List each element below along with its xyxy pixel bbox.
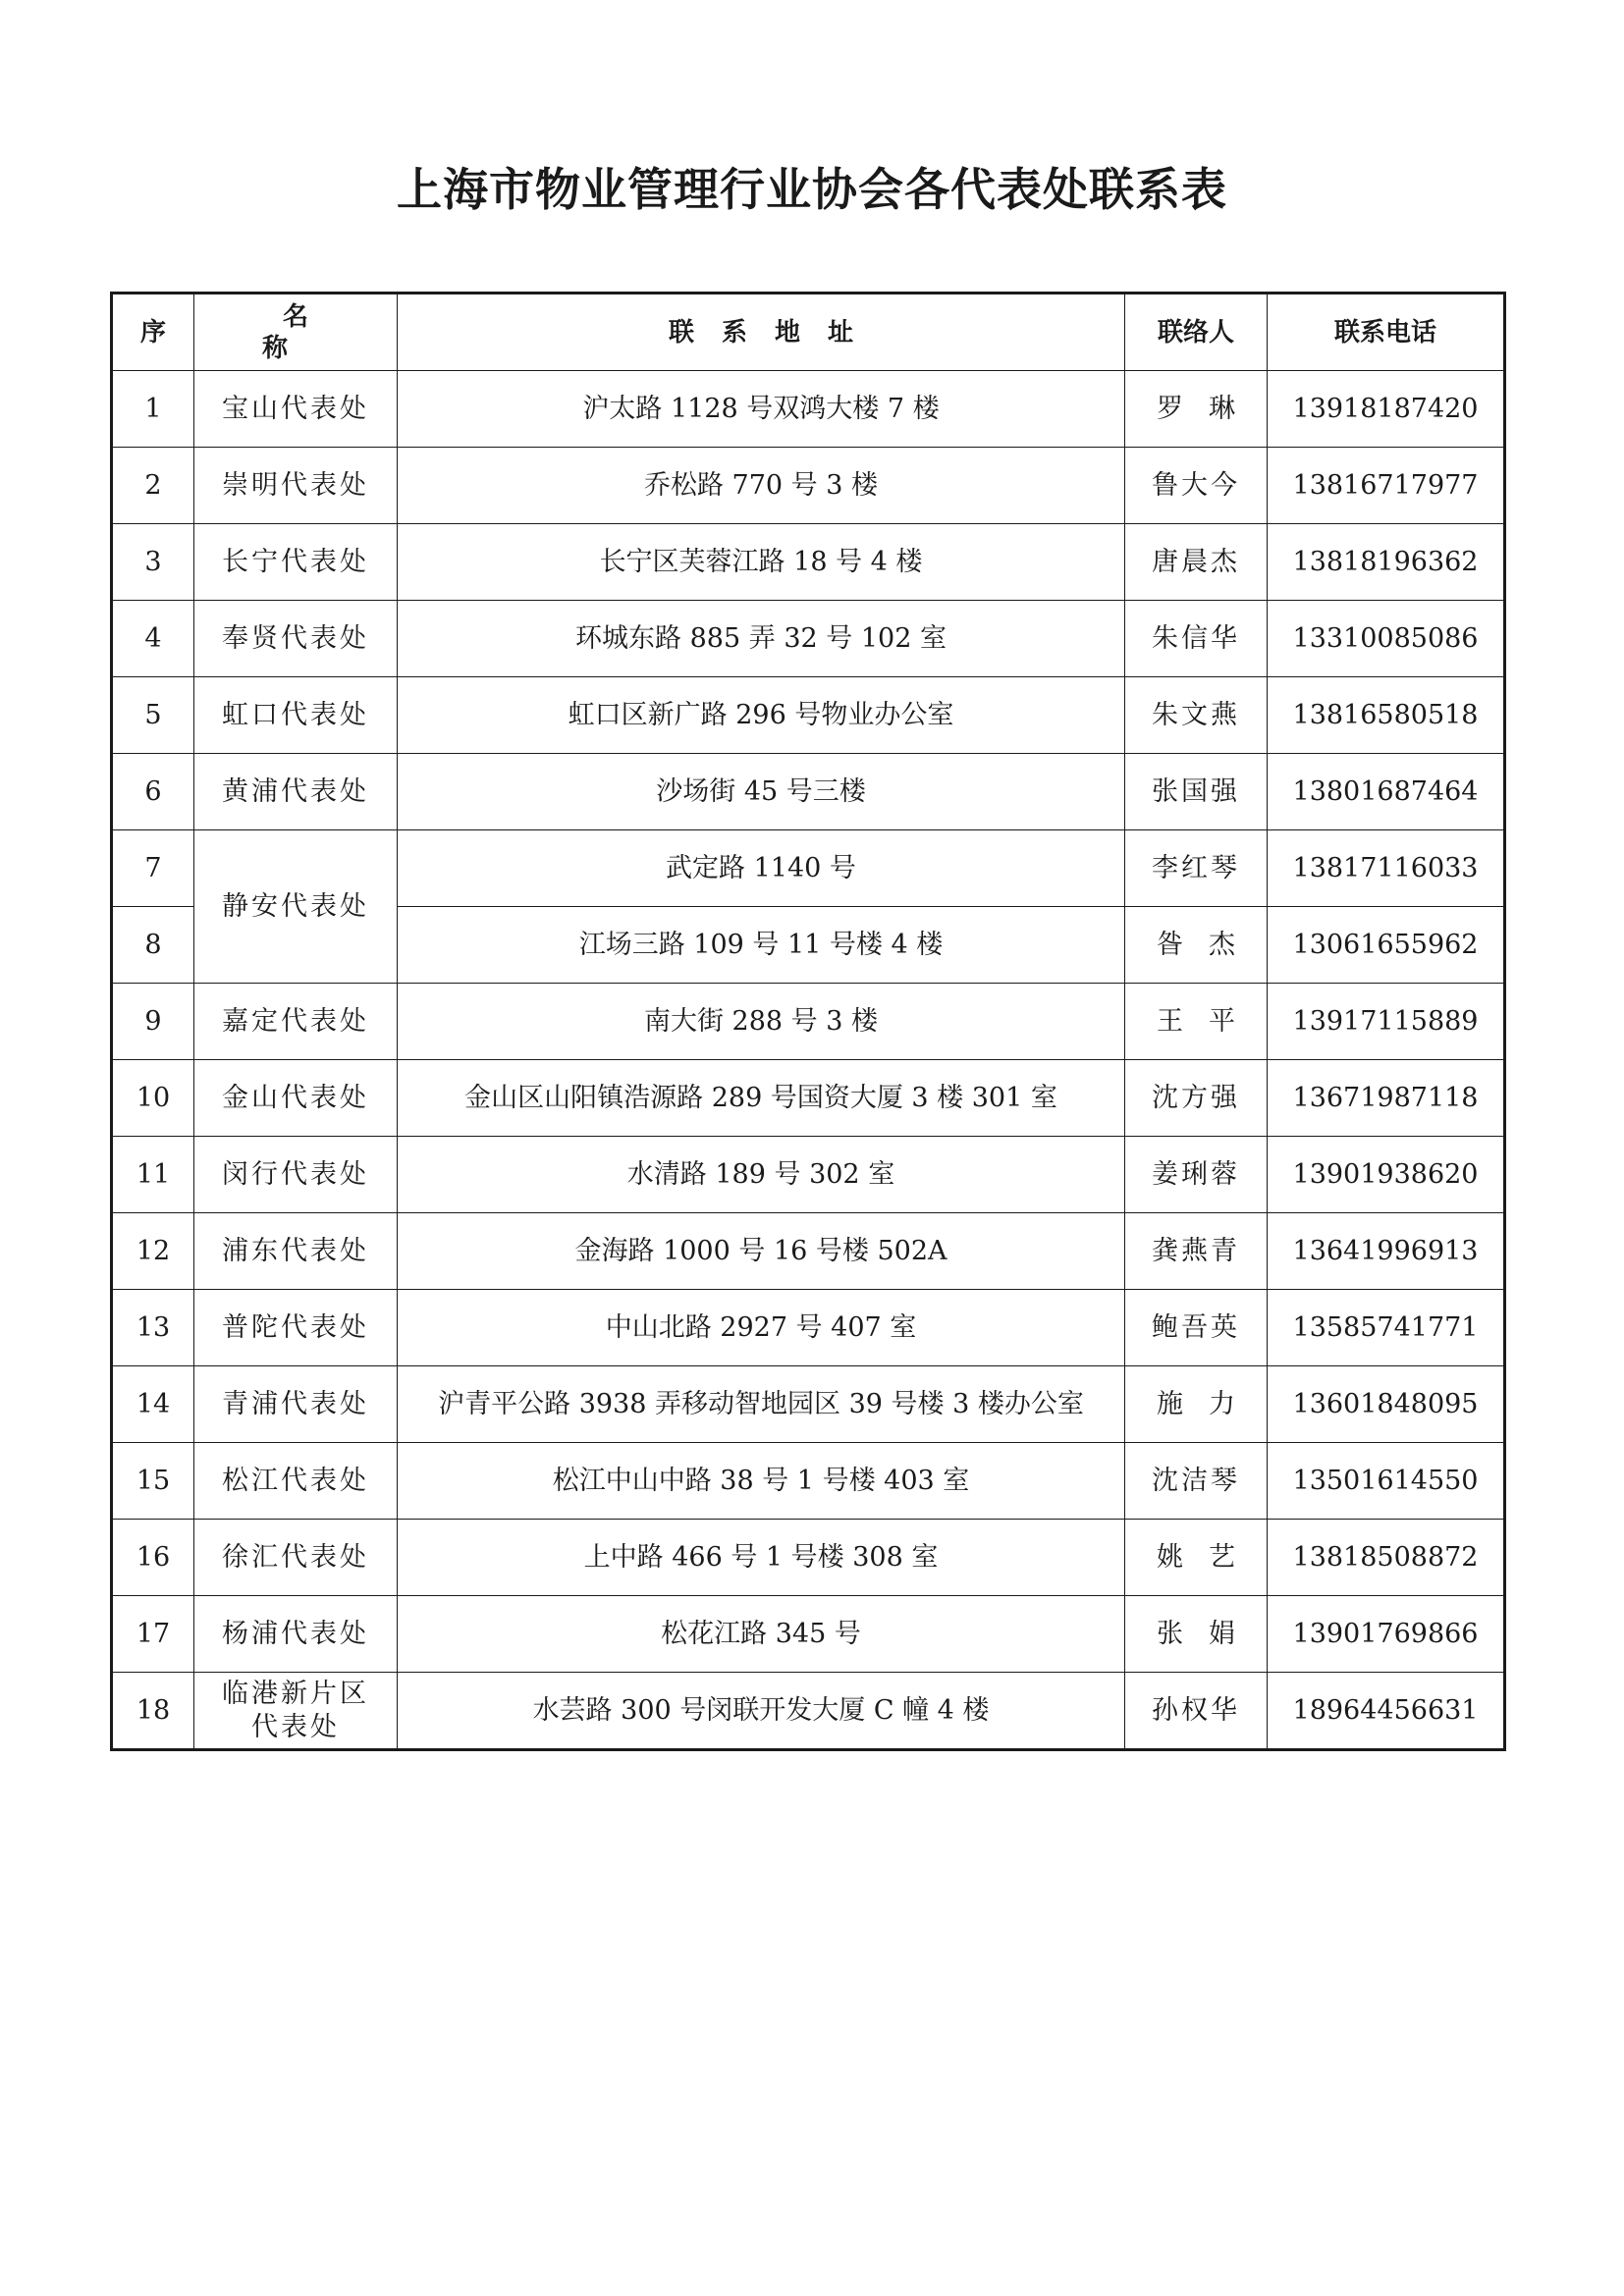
row-no: 3 — [112, 524, 194, 601]
table-row — [112, 1290, 1505, 1366]
row-phone: 13585741771 — [1268, 1290, 1505, 1366]
row-address: 沪青平公路 3938 弄移动智地园区 39 号楼 3 楼办公室 — [398, 1366, 1125, 1443]
row-address: 沙场街 45 号三楼 — [398, 754, 1125, 830]
row-address: 上中路 466 号 1 号楼 308 室 — [398, 1520, 1125, 1596]
row-name: 浦东代表处 — [194, 1213, 398, 1290]
header-contact: 联络人 — [1125, 294, 1268, 371]
header-name — [194, 294, 484, 371]
row-address: 沪太路 1128 号双鸿大楼 7 楼 — [398, 371, 1125, 448]
table-row — [112, 1443, 1505, 1520]
row-name: 崇明代表处 — [194, 448, 398, 524]
row-no: 5 — [112, 677, 194, 754]
header-no: 序 — [112, 294, 194, 371]
row-phone: 13917115889 — [1268, 984, 1505, 1060]
row-contact: 张娟 — [1125, 1596, 1268, 1673]
row-contact: 姚艺 — [1125, 1520, 1268, 1596]
table-row — [112, 677, 1505, 754]
row-no: 16 — [112, 1520, 194, 1596]
row-address: 乔松路 770 号 3 楼 — [398, 448, 1125, 524]
row-no: 7 — [112, 830, 194, 907]
row-name-line-2: 代表处 — [251, 1711, 340, 1742]
row-phone: 18964456631 — [1268, 1673, 1505, 1750]
row-no: 11 — [112, 1137, 194, 1213]
table-row — [112, 984, 1505, 1060]
row-contact: 朱信华 — [1125, 601, 1268, 677]
header-phone: 联系电话 — [1268, 294, 1505, 371]
row-address: 武定路 1140 号 — [398, 830, 1125, 907]
row-no: 4 — [112, 601, 194, 677]
row-no: 10 — [112, 1060, 194, 1137]
row-name-line-1: 临港新片区 — [222, 1678, 369, 1709]
table-row — [112, 601, 1505, 677]
row-address: 南大街 288 号 3 楼 — [398, 984, 1125, 1060]
row-name: 奉贤代表处 — [194, 601, 398, 677]
row-name: 徐汇代表处 — [194, 1520, 398, 1596]
table-header-row — [112, 294, 1505, 371]
row-address: 江场三路 109 号 11 号楼 4 楼 — [398, 907, 1125, 984]
row-name: 松江代表处 — [194, 1443, 398, 1520]
row-phone: 13061655962 — [1268, 907, 1505, 984]
row-name: 虹口代表处 — [194, 677, 398, 754]
row-contact: 鲁大今 — [1125, 448, 1268, 524]
row-phone: 13817116033 — [1268, 830, 1505, 907]
table-row — [112, 830, 1505, 907]
row-address: 环城东路 885 弄 32 号 102 室 — [398, 601, 1125, 677]
row-contact: 张国强 — [1125, 754, 1268, 830]
header-name-text: 名 称 — [261, 301, 484, 363]
row-name: 普陀代表处 — [194, 1290, 398, 1366]
row-no: 9 — [112, 984, 194, 1060]
header-address-text: 联系地址 — [668, 317, 881, 347]
row-no: 2 — [112, 448, 194, 524]
row-name: 宝山代表处 — [194, 371, 398, 448]
row-name: 嘉定代表处 — [194, 984, 398, 1060]
row-address: 金山区山阳镇浩源路 289 号国资大厦 3 楼 301 室 — [398, 1060, 1125, 1137]
row-name: 长宁代表处 — [194, 524, 398, 601]
row-contact: 孙权华 — [1125, 1673, 1268, 1750]
row-no: 15 — [112, 1443, 194, 1520]
row-name — [194, 1673, 398, 1750]
row-no: 12 — [112, 1213, 194, 1290]
row-contact: 施力 — [1125, 1366, 1268, 1443]
table-row — [112, 1366, 1505, 1443]
row-no: 8 — [112, 907, 194, 984]
row-address: 松江中山中路 38 号 1 号楼 403 室 — [398, 1443, 1125, 1520]
table-row — [112, 1520, 1505, 1596]
row-name: 杨浦代表处 — [194, 1596, 398, 1673]
row-address: 虹口区新广路 296 号物业办公室 — [398, 677, 1125, 754]
row-name: 闵行代表处 — [194, 1137, 398, 1213]
row-no: 1 — [112, 371, 194, 448]
row-no: 13 — [112, 1290, 194, 1366]
row-name: 金山代表处 — [194, 1060, 398, 1137]
table-row — [112, 1060, 1505, 1137]
row-phone: 13818196362 — [1268, 524, 1505, 601]
row-contact: 唐晨杰 — [1125, 524, 1268, 601]
row-name: 静安代表处 — [194, 830, 398, 984]
row-phone: 13816717977 — [1268, 448, 1505, 524]
row-contact: 沈洁琴 — [1125, 1443, 1268, 1520]
row-phone: 13801687464 — [1268, 754, 1505, 830]
row-phone: 13901938620 — [1268, 1137, 1505, 1213]
table-row — [112, 1137, 1505, 1213]
contact-table — [110, 292, 1506, 1751]
table-row — [112, 524, 1505, 601]
row-phone: 13601848095 — [1268, 1366, 1505, 1443]
row-phone: 13310085086 — [1268, 601, 1505, 677]
row-address: 金海路 1000 号 16 号楼 502A — [398, 1213, 1125, 1290]
row-contact: 沈方强 — [1125, 1060, 1268, 1137]
row-phone: 13816580518 — [1268, 677, 1505, 754]
table-row — [112, 754, 1505, 830]
table-row — [112, 448, 1505, 524]
row-contact: 李红琴 — [1125, 830, 1268, 907]
row-contact: 王平 — [1125, 984, 1268, 1060]
table-row — [112, 1213, 1505, 1290]
row-address: 水清路 189 号 302 室 — [398, 1137, 1125, 1213]
row-contact: 姜琍蓉 — [1125, 1137, 1268, 1213]
row-phone: 13918187420 — [1268, 371, 1505, 448]
row-phone: 13901769866 — [1268, 1596, 1505, 1673]
row-contact: 朱文燕 — [1125, 677, 1268, 754]
row-no: 18 — [112, 1673, 194, 1750]
header-address — [398, 294, 1125, 371]
row-no: 17 — [112, 1596, 194, 1673]
row-address: 水芸路 300 号闵联开发大厦 C 幢 4 楼 — [398, 1673, 1125, 1750]
table-row — [112, 1673, 1505, 1750]
row-phone: 13501614550 — [1268, 1443, 1505, 1520]
row-address: 松花江路 345 号 — [398, 1596, 1125, 1673]
row-phone: 13641996913 — [1268, 1213, 1505, 1290]
row-phone: 13818508872 — [1268, 1520, 1505, 1596]
table-row — [112, 1596, 1505, 1673]
table-row — [112, 371, 1505, 448]
row-phone: 13671987118 — [1268, 1060, 1505, 1137]
row-contact: 罗琳 — [1125, 371, 1268, 448]
row-name: 青浦代表处 — [194, 1366, 398, 1443]
row-contact: 龚燕青 — [1125, 1213, 1268, 1290]
row-name: 黄浦代表处 — [194, 754, 398, 830]
row-no: 14 — [112, 1366, 194, 1443]
row-contact: 昝杰 — [1125, 907, 1268, 984]
row-no: 6 — [112, 754, 194, 830]
row-address: 中山北路 2927 号 407 室 — [398, 1290, 1125, 1366]
row-contact: 鲍吾英 — [1125, 1290, 1268, 1366]
page-title: 上海市物业管理行业协会各代表处联系表 — [397, 163, 1227, 216]
row-address: 长宁区芙蓉江路 18 号 4 楼 — [398, 524, 1125, 601]
